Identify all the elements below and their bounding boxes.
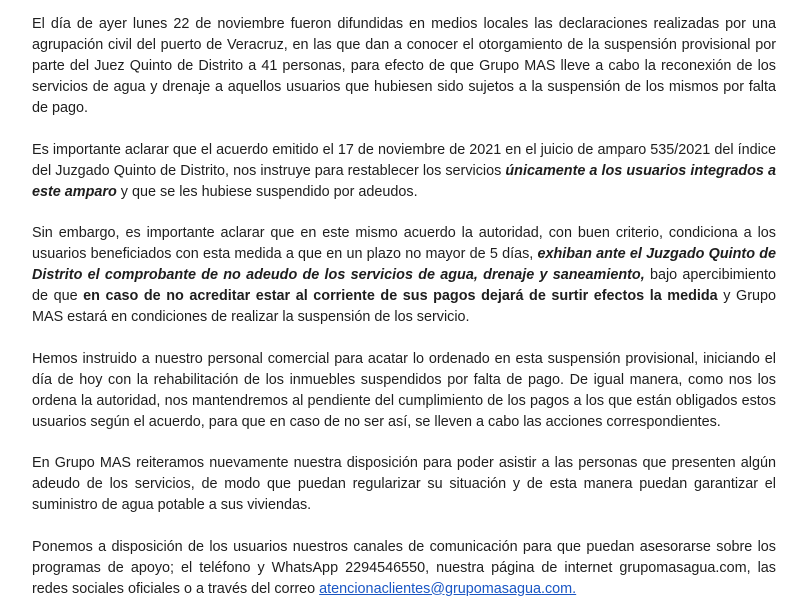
paragraph-2-text-start: Es importante aclarar que el acuerdo emitido el 17 de noviembre de 2021 en el juicio de amparo 535/2021 del índice del Juzgado Quinto de Distrito, nos instruye para restablecer los servicios: [32, 141, 776, 179]
paragraph-3: [32, 223, 776, 328]
paragraph-1: El día de ayer lunes 22 de noviembre fueron difundidas en medios locales las declaraciones realizadas por una agrupación civil del puerto de Veracruz, en las que dan a conocer el otorgamiento de la suspensión provisional por parte del Juez Quinto de Distrito a 41 personas, para efecto de que Grupo MAS lleve a cabo la reconexión de los servicios de agua y drenaje a aquellos usuarios que hubiesen sido sujetos a la suspensión de los mismos por falta de pago.: [32, 16, 776, 116]
paragraph-5: En Grupo MAS reiteramos nuevamente nuestra disposición para poder asistir a las personas que presenten algún adeudo de los servicios, de modo que puedan regularizar su situación y de esta manera puedan garantizar el suministro de agua potable a sus viviendas.: [32, 455, 776, 513]
paragraph-2-text-end: y que se les hubiese suspendido por adeudos.: [116, 183, 418, 200]
paragraph-3-bold-emphasis: en caso de no acreditar estar al corriente de sus pagos dejará de surtir efectos la medida: [83, 288, 718, 304]
paragraph-3-text-start: Sin embargo, es importante aclarar que en este mismo acuerdo la autoridad, con buen criterio, condiciona a los usuarios beneficiados con esta medida a que en un plazo no mayor de 5 días,: [32, 225, 776, 262]
email-link[interactable]: atencionaclientes@grupomasagua.com.: [319, 580, 577, 597]
paragraph-2-emphasis: únicamente a los usuarios integrados a este amparo: [32, 162, 776, 200]
paragraph-3-text-middle: bajo apercibimiento de que: [32, 267, 776, 304]
paragraph-6: [32, 537, 776, 600]
paragraph-6-text: Ponemos a disposición de los usuarios nuestros canales de comunicación para que puedan asesorarse sobre los programas de apoyo; el teléfono y WhatsApp 2294546550, nuestra página de internet grupomasagua.com, las redes sociales oficiales o a través del correo: [32, 538, 776, 597]
paragraph-3-text-end: y Grupo MAS estará en condiciones de realizar la suspensión de los servicio.: [32, 288, 776, 325]
paragraph-2: [32, 140, 776, 203]
paragraph-3-italic-emphasis: exhiban ante el Juzgado Quinto de Distrito el comprobante de no adeudo de los servicios de agua, drenaje y saneamiento,: [32, 246, 776, 283]
paragraph-4: Hemos instruido a nuestro personal comercial para acatar lo ordenado en esta suspensión provisional, iniciando el día de hoy con la rehabilitación de los inmuebles suspendidos por falta de pago. De igual manera, como nos los ordena la autoridad, nos mantendremos al pendiente del cumplimiento de los pagos a los que están obligados estos usuarios según el acuerdo, para que en caso de no ser así, se lleven a cabo las acciones correspondientes.: [32, 350, 776, 430]
